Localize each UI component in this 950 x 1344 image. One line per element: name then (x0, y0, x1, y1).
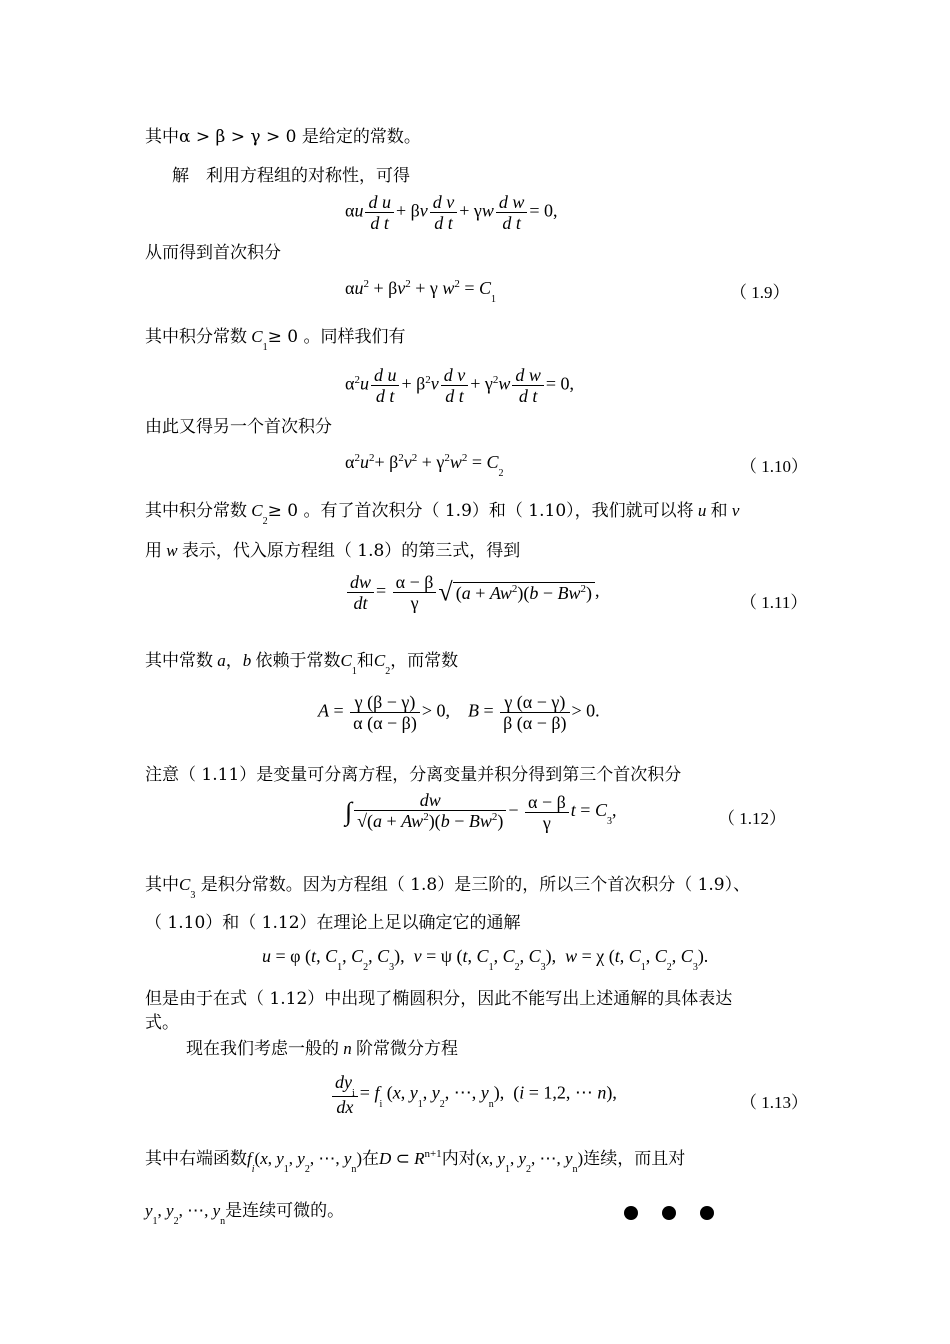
equation: $\alpha^2u^2+ \beta^2v^2 + \gamma^2w^2 = C_2$ (345, 452, 504, 479)
text-line: 其中积分常数 $C_2\ge 0$ 。有了首次积分（ 1.9）和（ 1.10），我们就可以将 u 和 v (145, 501, 740, 527)
equation: $\frac{dy_i}{dx}$ = $f_i$ (x, $y_1$, $y_2$, ⋯, $y_n$), (i = 1,2, ⋯ n), (330, 1072, 617, 1117)
equation-number: （ 1.11） (740, 593, 808, 612)
text-line: （ 1.10）和（ 1.12）在理论上足以确定它的通解 (145, 913, 521, 933)
text-line: 其中α > β > γ > 0 是给定的常数。 (145, 127, 421, 147)
equation: u = φ (t, $C_1$, $C_2$, $C_3$), v = ψ (t, $C_1$, $C_2$, $C_3$), w = χ (t, $C_1$, $C_2$, $C_3$). (262, 946, 709, 973)
text-line: $y_1$, $y_2$, ⋯, $y_n$是连续可微的。 (145, 1201, 345, 1227)
three-dots-icon (620, 1204, 720, 1222)
equation: $\alpha^2u$ $\frac{\text{d u}}{\text{d t}}$ + $\beta^2v$ $\frac{\text{d v}}{\text{d t}}$ + $\gamma^2w$ $\frac{\text{d w}}{\text{d t}}$ = 0, (345, 365, 575, 406)
equation: αu $\frac{\text{d u}}{\text{d t}}$ + βv $\frac{\text{d v}}{\text{d t}}$ + γw $\frac{\text{d w}}{\text{d t}}$ = 0, (345, 192, 558, 233)
equation: $\frac{dw}{dt}$ = $\frac{\alpha - \beta}{\gamma}$ √ $(a + Aw^2)(b - Bw^2)$ , (345, 572, 600, 613)
text-line: 注意（ 1.11）是变量可分离方程，分离变量并积分得到第三个首次积分 (145, 765, 682, 785)
text-line: 式。 (145, 1013, 179, 1033)
text-line: 但是由于在式（ 1.12）中出现了椭圆积分，因此不能写出上述通解的具体表达 (145, 989, 733, 1009)
text-line: 其中右端函数$f_i(x$, $y_1$, $y_2$, ⋯, $y_n$)在D ⊂ $R^{n+1}$内对(x, $y_1$, $y_2$, ⋯, $y_n$)连续，而且对 (145, 1148, 686, 1175)
equation: $\alpha u^2 + \beta v^2 + \gamma$ $w^2 = C_1$ (345, 278, 497, 305)
text-line: 现在我们考虑一般的 n 阶常微分方程 (186, 1039, 458, 1059)
equation: A = $\frac{\gamma (\beta - \gamma)}{\alpha (\alpha - \beta)}$ > 0, B = $\frac{\gamma (\alpha - \gamma)}{\beta (\alpha - \beta)}$ > 0. (318, 692, 600, 733)
text-line: 其中积分常数 $C_1\ge 0$ 。同样我们有 (145, 327, 406, 353)
text-line: 其中常数 a，b 依赖于常数$C_1$和$C_2$，而常数 (145, 651, 459, 677)
text-line: 其中$C_3$ 是积分常数。因为方程组（ 1.8）是三阶的，所以三个首次积分（ 1.9）、 (145, 875, 751, 901)
text-line: 用 w 表示，代入原方程组（ 1.8）的第三式，得到 (145, 541, 521, 561)
text-line: 由此又得另一个首次积分 (145, 417, 332, 437)
equation-number: （ 1.12） (718, 809, 786, 828)
text-line: 从而得到首次积分 (145, 243, 281, 263)
equation: ∫ $\frac{dw}{√(a + Aw^2)(b - Bw^2)}$ − $\frac{\alpha - \beta}{\gamma}$ $t = C_3$, (345, 790, 617, 833)
equation-number: （ 1.9） (730, 283, 790, 302)
equation-number: （ 1.13） (740, 1093, 808, 1112)
text-line: 解 利用方程组的对称性，可得 (172, 166, 410, 186)
equation-number: （ 1.10） (740, 457, 808, 476)
